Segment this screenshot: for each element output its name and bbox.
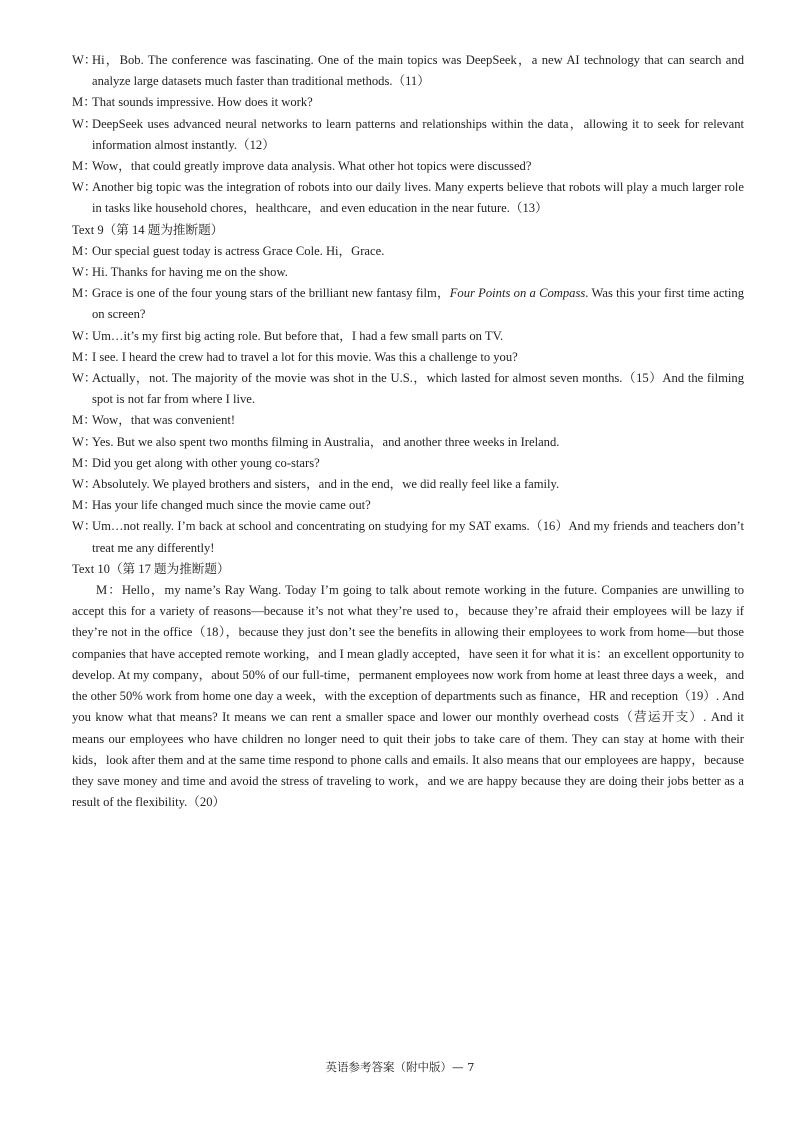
dialogue-text: Our special guest today is actress Grace Cole. Hi，Grace. <box>92 243 385 258</box>
dialogue-line <box>72 241 744 262</box>
dialogue-text: Has your life changed much since the movie came out? <box>92 498 371 513</box>
dialogue-line <box>72 50 744 92</box>
monologue-paragraph: M：Hello，my name’s Ray Wang. Today I’m going to talk about remote working in the future. Companies are unwilling to accept this for a variety of reasons—because it’s not what they’re used to，because they’re afraid their employees will be lazy if they’re not in the office（18），because they just don’t see the benefits in allowing their employees to work from home—but those companies that have accepted remote working，and I mean gladly accepted，have seen it for what it is：an excellent opportunity to develop. At my company，about 50% of our full-time，permanent employees now work from home at least three days a week，and the other 50% work from home one day a week，with the exception of departments such as finance，HR and reception（19）. And you know what that means? It means we can rent a smaller space and lower our monthly overhead costs（营运开支）. And it means our employees who have children no longer need to quit their jobs to take care of them. They can stay at home with their kids，look after them and at the same time respond to phone calls and emails. It also means that our employees are happy，because they save money and time and avoid the stress of traveling to work，and we are happy because they are doing their jobs better as a result of the flexibility.（20） <box>72 583 744 810</box>
section-heading-text10: Text 10（第 17 题为推断题） <box>72 561 230 576</box>
dialogue-line <box>72 495 744 516</box>
page-footer: 英语参考答案（附中版）— 7 <box>325 1060 475 1074</box>
dialogue-text: Hi. Thanks for having me on the show. <box>92 265 288 280</box>
speaker-label: W： <box>72 328 97 343</box>
dialogue-line <box>72 453 744 474</box>
dialogue-text: Um…it’s my first big acting role. But before that，I had a few small parts on TV. <box>92 328 504 343</box>
dialogue-line <box>72 177 744 219</box>
speaker-label: M： <box>72 286 96 301</box>
dialogue-text: I see. I heard the crew had to travel a lot for this movie. Was this a challenge to you? <box>92 349 518 364</box>
speaker-label: M： <box>72 95 96 110</box>
dialogue-line <box>72 283 744 325</box>
speaker-label: M： <box>72 498 96 513</box>
dialogue-line <box>72 262 744 283</box>
dialogue-text: Wow，that was convenient! <box>92 413 236 428</box>
speaker-label: M： <box>72 159 96 174</box>
speaker-label: M： <box>72 349 96 364</box>
speaker-label: W： <box>72 519 97 534</box>
dialogue-line <box>72 92 744 113</box>
dialogue-line <box>72 432 744 453</box>
dialogue-line <box>72 410 744 431</box>
dialogue-text-after: . Was this your first time acting on screen? <box>92 286 745 322</box>
speaker-label: W： <box>72 477 97 492</box>
dialogue-line <box>72 156 744 177</box>
dialogue-text: Um…not really. I’m back at school and concentrating on studying for my SAT exams.（16）And my friends and teachers don’t treat me any differently! <box>92 519 744 555</box>
speaker-label: W： <box>72 434 97 449</box>
dialogue-line <box>72 368 744 410</box>
dialogue-text: Did you get along with other young co-stars? <box>92 455 320 470</box>
dialogue-text: Another big topic was the integration of robots into our daily lives. Many experts believe that robots will play a much larger role in tasks like household chores，healthcare，and even education in the near future.（13） <box>92 180 744 216</box>
section-heading-text9: Text 9（第 14 题为推断题） <box>72 222 224 237</box>
dialogue-text: That sounds impressive. How does it work? <box>92 95 313 110</box>
dialogue-line <box>72 474 744 495</box>
speaker-label: M： <box>72 243 96 258</box>
speaker-label: W： <box>72 53 97 67</box>
dialogue-text: Wow，that could greatly improve data analysis. What other hot topics were discussed? <box>92 159 532 174</box>
dialogue-line <box>72 347 744 368</box>
dialogue-text: DeepSeek uses advanced neural networks to learn patterns and relationships within the data，allowing it to seek for relevant information almost instantly.（12） <box>92 116 744 152</box>
speaker-label: M： <box>72 455 96 470</box>
dialogue-text: Yes. But we also spent two months filming in Australia，and another three weeks in Ireland. <box>92 434 560 449</box>
film-title: Four Points on a Compass <box>449 286 586 301</box>
dialogue-text-before: Grace is one of the four young stars of the brilliant new fantasy film， <box>92 286 450 301</box>
speaker-label: M： <box>72 413 96 428</box>
speaker-label: W： <box>72 371 97 386</box>
dialogue-line <box>72 114 744 156</box>
dialogue-line <box>72 326 744 347</box>
dialogue-line <box>72 516 744 558</box>
speaker-label: W： <box>72 180 97 195</box>
page-content <box>72 50 744 813</box>
speaker-label: W： <box>72 116 97 131</box>
speaker-label: W： <box>72 265 97 280</box>
dialogue-text: Hi，Bob. The conference was fascinating. One of the main topics was DeepSeek，a new AI technology that can search and analyze large datasets much faster than traditional methods.（11） <box>92 53 744 89</box>
dialogue-text: Absolutely. We played brothers and sisters，and in the end，we did really feel like a family. <box>92 477 560 492</box>
dialogue-text: Actually，not. The majority of the movie was shot in the U.S.，which lasted for almost seven months.（15）And the filming spot is not far from where I live. <box>92 371 744 407</box>
